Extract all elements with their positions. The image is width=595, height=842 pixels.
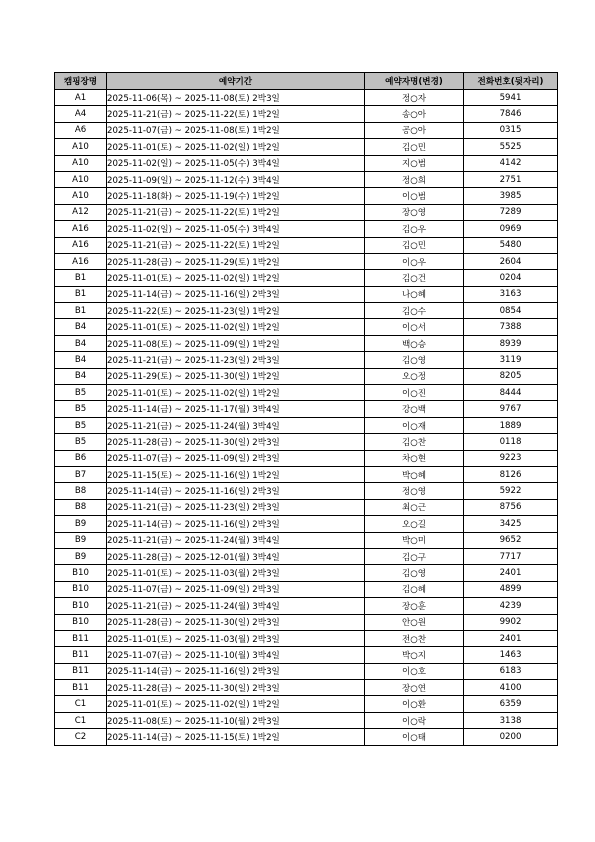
phone-cell: 2751	[464, 171, 558, 187]
reserver-name-cell: 장○훈	[365, 598, 464, 614]
table-row	[55, 614, 558, 630]
period-cell: 2025-11-02(일) ~ 2025-11-05(수) 3박4일	[107, 221, 365, 237]
reserver-name-cell: 정○자	[365, 90, 464, 106]
campsite-cell: A16	[55, 221, 107, 237]
reserver-name-cell: 이○재	[365, 417, 464, 433]
period-cell: 2025-11-14(금) ~ 2025-11-16(일) 2박3일	[107, 663, 365, 679]
campsite-cell: B9	[55, 548, 107, 564]
period-cell: 2025-11-01(토) ~ 2025-11-02(일) 1박2일	[107, 319, 365, 335]
campsite-cell: A16	[55, 253, 107, 269]
table-row	[55, 122, 558, 138]
reserver-name-cell: 김○민	[365, 237, 464, 253]
table-row	[55, 221, 558, 237]
reserver-name-cell: 강○백	[365, 401, 464, 417]
campsite-cell: A6	[55, 122, 107, 138]
table-row	[55, 532, 558, 548]
period-cell: 2025-11-28(금) ~ 2025-11-29(토) 1박2일	[107, 253, 365, 269]
phone-cell: 2401	[464, 630, 558, 646]
period-cell: 2025-11-21(금) ~ 2025-11-24(월) 3박4일	[107, 532, 365, 548]
table-row	[55, 253, 558, 269]
period-cell: 2025-11-21(금) ~ 2025-11-24(월) 3박4일	[107, 417, 365, 433]
phone-cell: 5525	[464, 139, 558, 155]
campsite-cell: A4	[55, 106, 107, 122]
phone-cell: 0118	[464, 434, 558, 450]
campsite-cell: B11	[55, 680, 107, 696]
campsite-cell: B4	[55, 368, 107, 384]
phone-cell: 9223	[464, 450, 558, 466]
reserver-name-cell: 김○영	[365, 352, 464, 368]
phone-cell: 7846	[464, 106, 558, 122]
period-cell: 2025-11-28(금) ~ 2025-11-30(일) 2박3일	[107, 614, 365, 630]
campsite-cell: B1	[55, 286, 107, 302]
reserver-name-cell: 이○우	[365, 253, 464, 269]
reserver-name-cell: 송○아	[365, 106, 464, 122]
period-cell: 2025-11-21(금) ~ 2025-11-22(토) 1박2일	[107, 204, 365, 220]
phone-cell: 8126	[464, 466, 558, 482]
phone-cell: 1463	[464, 647, 558, 663]
campsite-cell: A12	[55, 204, 107, 220]
table-row	[55, 106, 558, 122]
reserver-name-cell: 박○미	[365, 532, 464, 548]
phone-cell: 6183	[464, 663, 558, 679]
campsite-cell: B10	[55, 598, 107, 614]
reserver-name-cell: 장○영	[365, 204, 464, 220]
phone-cell: 4239	[464, 598, 558, 614]
phone-cell: 0969	[464, 221, 558, 237]
reserver-name-cell: 전○찬	[365, 630, 464, 646]
table-row	[55, 663, 558, 679]
table-row	[55, 155, 558, 171]
reserver-name-cell: 김○구	[365, 548, 464, 564]
phone-cell: 4899	[464, 581, 558, 597]
period-cell: 2025-11-21(금) ~ 2025-11-22(토) 1박2일	[107, 106, 365, 122]
period-cell: 2025-11-06(목) ~ 2025-11-08(토) 2박3일	[107, 90, 365, 106]
table-row	[55, 368, 558, 384]
campsite-cell: A1	[55, 90, 107, 106]
period-cell: 2025-11-18(화) ~ 2025-11-19(수) 1박2일	[107, 188, 365, 204]
table-row	[55, 319, 558, 335]
reserver-name-cell: 장○연	[365, 680, 464, 696]
phone-cell: 8939	[464, 335, 558, 351]
campsite-cell: B4	[55, 319, 107, 335]
period-cell: 2025-11-09(일) ~ 2025-11-12(수) 3박4일	[107, 171, 365, 187]
period-cell: 2025-11-14(금) ~ 2025-11-16(일) 2박3일	[107, 286, 365, 302]
header-period: 예약기간	[107, 73, 365, 90]
table-row	[55, 516, 558, 532]
campsite-cell: A10	[55, 171, 107, 187]
table-header	[55, 73, 558, 90]
table-row	[55, 466, 558, 482]
table-row	[55, 434, 558, 450]
period-cell: 2025-11-14(금) ~ 2025-11-17(월) 3박4일	[107, 401, 365, 417]
period-cell: 2025-11-21(금) ~ 2025-11-23(일) 2박3일	[107, 352, 365, 368]
campsite-cell: C1	[55, 712, 107, 728]
campsite-cell: A10	[55, 139, 107, 155]
period-cell: 2025-11-02(일) ~ 2025-11-05(수) 3박4일	[107, 155, 365, 171]
reserver-name-cell: 정○영	[365, 483, 464, 499]
phone-cell: 9767	[464, 401, 558, 417]
campsite-cell: B4	[55, 352, 107, 368]
period-cell: 2025-11-14(금) ~ 2025-11-16(일) 2박3일	[107, 483, 365, 499]
period-cell: 2025-11-01(토) ~ 2025-11-03(월) 2박3일	[107, 565, 365, 581]
phone-cell: 7289	[464, 204, 558, 220]
phone-cell: 0200	[464, 729, 558, 745]
period-cell: 2025-11-21(금) ~ 2025-11-22(토) 1박2일	[107, 237, 365, 253]
reserver-name-cell: 김○수	[365, 303, 464, 319]
period-cell: 2025-11-07(금) ~ 2025-11-09(일) 2박3일	[107, 581, 365, 597]
campsite-cell: B10	[55, 565, 107, 581]
campsite-cell: B1	[55, 270, 107, 286]
reserver-name-cell: 최○근	[365, 499, 464, 515]
reserver-name-cell: 김○혜	[365, 581, 464, 597]
table-row	[55, 237, 558, 253]
phone-cell: 2604	[464, 253, 558, 269]
period-cell: 2025-11-15(토) ~ 2025-11-16(일) 1박2일	[107, 466, 365, 482]
phone-cell: 8756	[464, 499, 558, 515]
period-cell: 2025-11-08(토) ~ 2025-11-10(월) 2박3일	[107, 712, 365, 728]
table-row	[55, 303, 558, 319]
table-row	[55, 565, 558, 581]
table-row	[55, 270, 558, 286]
campsite-cell: B9	[55, 532, 107, 548]
phone-cell: 4100	[464, 680, 558, 696]
phone-cell: 3119	[464, 352, 558, 368]
phone-cell: 0204	[464, 270, 558, 286]
reserver-name-cell: 오○길	[365, 516, 464, 532]
phone-cell: 3138	[464, 712, 558, 728]
campsite-cell: B11	[55, 663, 107, 679]
reserver-name-cell: 나○혜	[365, 286, 464, 302]
table-row	[55, 499, 558, 515]
period-cell: 2025-11-28(금) ~ 2025-11-30(일) 2박3일	[107, 434, 365, 450]
reserver-name-cell: 박○지	[365, 647, 464, 663]
campsite-cell: C2	[55, 729, 107, 745]
reserver-name-cell: 이○호	[365, 663, 464, 679]
period-cell: 2025-11-08(토) ~ 2025-11-09(일) 1박2일	[107, 335, 365, 351]
header-reserver-name: 예약자명(변경)	[365, 73, 464, 90]
table-row	[55, 139, 558, 155]
phone-cell: 5480	[464, 237, 558, 253]
period-cell: 2025-11-01(토) ~ 2025-11-02(일) 1박2일	[107, 270, 365, 286]
table-row	[55, 204, 558, 220]
reserver-name-cell: 이○범	[365, 188, 464, 204]
period-cell: 2025-11-28(금) ~ 2025-11-30(일) 2박3일	[107, 680, 365, 696]
reserver-name-cell: 오○정	[365, 368, 464, 384]
table-row	[55, 630, 558, 646]
period-cell: 2025-11-22(토) ~ 2025-11-23(일) 1박2일	[107, 303, 365, 319]
period-cell: 2025-11-07(금) ~ 2025-11-09(일) 2박3일	[107, 450, 365, 466]
reserver-name-cell: 공○아	[365, 122, 464, 138]
period-cell: 2025-11-01(토) ~ 2025-11-02(일) 1박2일	[107, 139, 365, 155]
campsite-cell: A16	[55, 237, 107, 253]
phone-cell: 8444	[464, 385, 558, 401]
table-row	[55, 417, 558, 433]
reserver-name-cell: 김○민	[365, 139, 464, 155]
table-row	[55, 335, 558, 351]
table-row	[55, 548, 558, 564]
campsite-cell: B7	[55, 466, 107, 482]
phone-cell: 3985	[464, 188, 558, 204]
header-row	[55, 73, 558, 90]
reserver-name-cell: 김○영	[365, 565, 464, 581]
campsite-cell: B6	[55, 450, 107, 466]
phone-cell: 1889	[464, 417, 558, 433]
period-cell: 2025-11-21(금) ~ 2025-11-23(일) 2박3일	[107, 499, 365, 515]
period-cell: 2025-11-07(금) ~ 2025-11-10(월) 3박4일	[107, 647, 365, 663]
phone-cell: 9652	[464, 532, 558, 548]
campsite-cell: B1	[55, 303, 107, 319]
reserver-name-cell: 김○우	[365, 221, 464, 237]
table-row	[55, 696, 558, 712]
reserver-name-cell: 백○승	[365, 335, 464, 351]
campsite-cell: B5	[55, 434, 107, 450]
campsite-cell: B11	[55, 647, 107, 663]
phone-cell: 8205	[464, 368, 558, 384]
table-row	[55, 90, 558, 106]
table-row	[55, 385, 558, 401]
reserver-name-cell: 이○태	[365, 729, 464, 745]
period-cell: 2025-11-14(금) ~ 2025-11-16(일) 2박3일	[107, 516, 365, 532]
phone-cell: 3425	[464, 516, 558, 532]
phone-cell: 6359	[464, 696, 558, 712]
phone-cell: 4142	[464, 155, 558, 171]
reserver-name-cell: 김○찬	[365, 434, 464, 450]
period-cell: 2025-11-01(토) ~ 2025-11-02(일) 1박2일	[107, 385, 365, 401]
reserver-name-cell: 이○락	[365, 712, 464, 728]
reserver-name-cell: 지○범	[365, 155, 464, 171]
header-campsite: 캠핑장명	[55, 73, 107, 90]
reservation-table	[54, 72, 558, 746]
table-row	[55, 401, 558, 417]
phone-cell: 9902	[464, 614, 558, 630]
phone-cell: 0854	[464, 303, 558, 319]
phone-cell: 3163	[464, 286, 558, 302]
campsite-cell: B5	[55, 385, 107, 401]
campsite-cell: C1	[55, 696, 107, 712]
phone-cell: 2401	[464, 565, 558, 581]
campsite-cell: B8	[55, 499, 107, 515]
table-row	[55, 188, 558, 204]
period-cell: 2025-11-01(토) ~ 2025-11-03(월) 2박3일	[107, 630, 365, 646]
phone-cell: 5922	[464, 483, 558, 499]
reserver-name-cell: 이○서	[365, 319, 464, 335]
period-cell: 2025-11-14(금) ~ 2025-11-15(토) 1박2일	[107, 729, 365, 745]
reserver-name-cell: 차○현	[365, 450, 464, 466]
table-body	[55, 90, 558, 746]
period-cell: 2025-11-21(금) ~ 2025-11-24(월) 3박4일	[107, 598, 365, 614]
campsite-cell: A10	[55, 188, 107, 204]
reserver-name-cell: 안○원	[365, 614, 464, 630]
table-row	[55, 712, 558, 728]
reserver-name-cell: 정○희	[365, 171, 464, 187]
table-row	[55, 598, 558, 614]
period-cell: 2025-11-01(토) ~ 2025-11-02(일) 1박2일	[107, 696, 365, 712]
campsite-cell: B11	[55, 630, 107, 646]
campsite-cell: B5	[55, 401, 107, 417]
phone-cell: 0315	[464, 122, 558, 138]
campsite-cell: B10	[55, 614, 107, 630]
phone-cell: 5941	[464, 90, 558, 106]
table-row	[55, 171, 558, 187]
period-cell: 2025-11-28(금) ~ 2025-12-01(월) 3박4일	[107, 548, 365, 564]
campsite-cell: A10	[55, 155, 107, 171]
campsite-cell: B10	[55, 581, 107, 597]
phone-cell: 7388	[464, 319, 558, 335]
reserver-name-cell: 이○진	[365, 385, 464, 401]
header-phone-last-digits: 전화번호(뒷자리)	[464, 73, 558, 90]
reserver-name-cell: 김○건	[365, 270, 464, 286]
period-cell: 2025-11-07(금) ~ 2025-11-08(토) 1박2일	[107, 122, 365, 138]
campsite-cell: B9	[55, 516, 107, 532]
table-row	[55, 286, 558, 302]
table-row	[55, 729, 558, 745]
table-row	[55, 647, 558, 663]
table-row	[55, 450, 558, 466]
period-cell: 2025-11-29(토) ~ 2025-11-30(일) 1박2일	[107, 368, 365, 384]
phone-cell: 7717	[464, 548, 558, 564]
table-row	[55, 483, 558, 499]
table-row	[55, 352, 558, 368]
reserver-name-cell: 박○혜	[365, 466, 464, 482]
table-row	[55, 680, 558, 696]
table-row	[55, 581, 558, 597]
campsite-cell: B5	[55, 417, 107, 433]
campsite-cell: B8	[55, 483, 107, 499]
campsite-cell: B4	[55, 335, 107, 351]
reserver-name-cell: 이○환	[365, 696, 464, 712]
